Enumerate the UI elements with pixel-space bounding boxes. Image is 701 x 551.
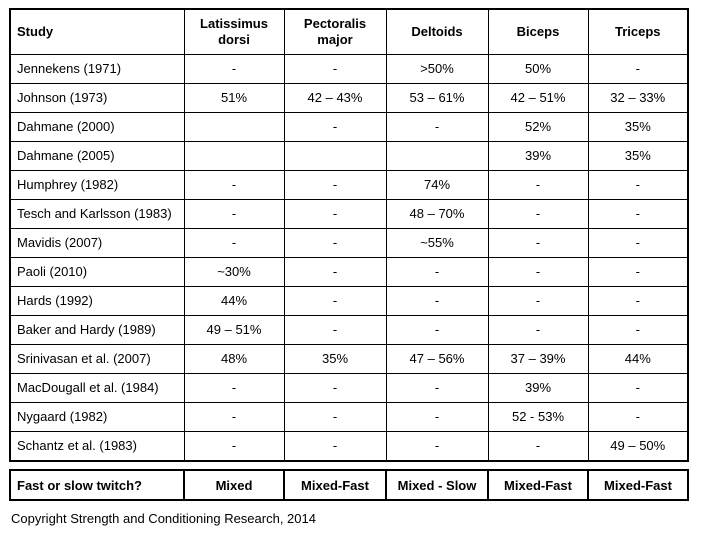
column-header-study: Study: [10, 9, 184, 55]
value-cell: -: [284, 55, 386, 84]
value-cell: -: [284, 113, 386, 142]
value-cell: -: [588, 55, 688, 84]
value-cell: -: [184, 171, 284, 200]
value-cell: 39%: [488, 374, 588, 403]
table-row: [10, 432, 688, 462]
summary-row: [10, 470, 688, 500]
value-cell: -: [588, 316, 688, 345]
value-cell: ~30%: [184, 258, 284, 287]
table-row: [10, 316, 688, 345]
study-cell: Nygaard (1982): [10, 403, 184, 432]
value-cell: 50%: [488, 55, 588, 84]
value-cell: 44%: [184, 287, 284, 316]
value-cell: -: [588, 229, 688, 258]
value-cell: -: [386, 432, 488, 462]
value-cell: 52%: [488, 113, 588, 142]
value-cell: ~55%: [386, 229, 488, 258]
value-cell: -: [588, 287, 688, 316]
summary-value-cell: Mixed: [184, 470, 284, 500]
study-cell: Humphrey (1982): [10, 171, 184, 200]
summary-value-cell: Mixed-Fast: [488, 470, 588, 500]
value-cell: -: [588, 403, 688, 432]
value-cell: -: [386, 113, 488, 142]
column-header-latissimus-dorsi: Latissimus dorsi: [184, 9, 284, 55]
value-cell: 42 – 43%: [284, 84, 386, 113]
table-row: [10, 258, 688, 287]
value-cell: -: [284, 171, 386, 200]
summary-row-label: Fast or slow twitch?: [10, 470, 184, 500]
value-cell: -: [386, 374, 488, 403]
table-row: [10, 171, 688, 200]
value-cell: -: [284, 403, 386, 432]
value-cell: 35%: [588, 113, 688, 142]
value-cell: -: [184, 432, 284, 462]
value-cell: 44%: [588, 345, 688, 374]
value-cell: -: [488, 171, 588, 200]
value-cell: 49 – 51%: [184, 316, 284, 345]
value-cell: 74%: [386, 171, 488, 200]
value-cell: 42 – 51%: [488, 84, 588, 113]
value-cell: -: [386, 403, 488, 432]
study-cell: Johnson (1973): [10, 84, 184, 113]
study-cell: MacDougall et al. (1984): [10, 374, 184, 403]
value-cell: -: [284, 374, 386, 403]
study-cell: Jennekens (1971): [10, 55, 184, 84]
value-cell: -: [284, 316, 386, 345]
summary-value-cell: Mixed-Fast: [588, 470, 688, 500]
study-cell: Dahmane (2005): [10, 142, 184, 171]
value-cell: -: [488, 432, 588, 462]
table-row: [10, 113, 688, 142]
column-header-biceps: Biceps: [488, 9, 588, 55]
value-cell: -: [184, 229, 284, 258]
value-cell: -: [386, 258, 488, 287]
study-cell: Mavidis (2007): [10, 229, 184, 258]
value-cell: -: [588, 171, 688, 200]
table-row: [10, 84, 688, 113]
value-cell: -: [488, 229, 588, 258]
value-cell: -: [184, 403, 284, 432]
muscle-fiber-table: [9, 8, 689, 462]
table-row: [10, 229, 688, 258]
table-row: [10, 200, 688, 229]
value-cell: -: [184, 55, 284, 84]
column-header-triceps: Triceps: [588, 9, 688, 55]
value-cell: -: [284, 200, 386, 229]
value-cell: -: [284, 258, 386, 287]
value-cell: -: [386, 287, 488, 316]
summary-value-cell: Mixed - Slow: [386, 470, 488, 500]
table-row: [10, 287, 688, 316]
value-cell: 49 – 50%: [588, 432, 688, 462]
value-cell: -: [184, 374, 284, 403]
value-cell: -: [184, 200, 284, 229]
value-cell: -: [488, 258, 588, 287]
table-row: [10, 142, 688, 171]
value-cell: [184, 142, 284, 171]
summary-value-cell: Mixed-Fast: [284, 470, 386, 500]
value-cell: [386, 142, 488, 171]
value-cell: 52 - 53%: [488, 403, 588, 432]
table-row: [10, 374, 688, 403]
value-cell: 48%: [184, 345, 284, 374]
value-cell: 39%: [488, 142, 588, 171]
table-body: [10, 55, 688, 462]
study-cell: Dahmane (2000): [10, 113, 184, 142]
value-cell: -: [588, 374, 688, 403]
study-cell: Srinivasan et al. (2007): [10, 345, 184, 374]
value-cell: 48 – 70%: [386, 200, 488, 229]
value-cell: -: [386, 316, 488, 345]
value-cell: 53 – 61%: [386, 84, 488, 113]
study-cell: Tesch and Karlsson (1983): [10, 200, 184, 229]
value-cell: -: [488, 200, 588, 229]
value-cell: -: [284, 229, 386, 258]
twitch-summary-table: [9, 469, 689, 501]
value-cell: -: [284, 287, 386, 316]
table-row: [10, 55, 688, 84]
value-cell: -: [488, 287, 588, 316]
value-cell: 47 – 56%: [386, 345, 488, 374]
study-cell: Schantz et al. (1983): [10, 432, 184, 462]
study-cell: Baker and Hardy (1989): [10, 316, 184, 345]
value-cell: >50%: [386, 55, 488, 84]
column-header-deltoids: Deltoids: [386, 9, 488, 55]
study-cell: Hards (1992): [10, 287, 184, 316]
header-row: [10, 9, 688, 55]
value-cell: [284, 142, 386, 171]
value-cell: 37 – 39%: [488, 345, 588, 374]
value-cell: -: [588, 258, 688, 287]
value-cell: 32 – 33%: [588, 84, 688, 113]
value-cell: -: [588, 200, 688, 229]
value-cell: 35%: [284, 345, 386, 374]
value-cell: [184, 113, 284, 142]
copyright-text: Copyright Strength and Conditioning Research, 2014: [11, 511, 316, 526]
value-cell: 35%: [588, 142, 688, 171]
value-cell: -: [488, 316, 588, 345]
column-header-pectoralis-major: Pectoralis major: [284, 9, 386, 55]
table-row: [10, 403, 688, 432]
value-cell: 51%: [184, 84, 284, 113]
table-row: [10, 345, 688, 374]
study-cell: Paoli (2010): [10, 258, 184, 287]
value-cell: -: [284, 432, 386, 462]
